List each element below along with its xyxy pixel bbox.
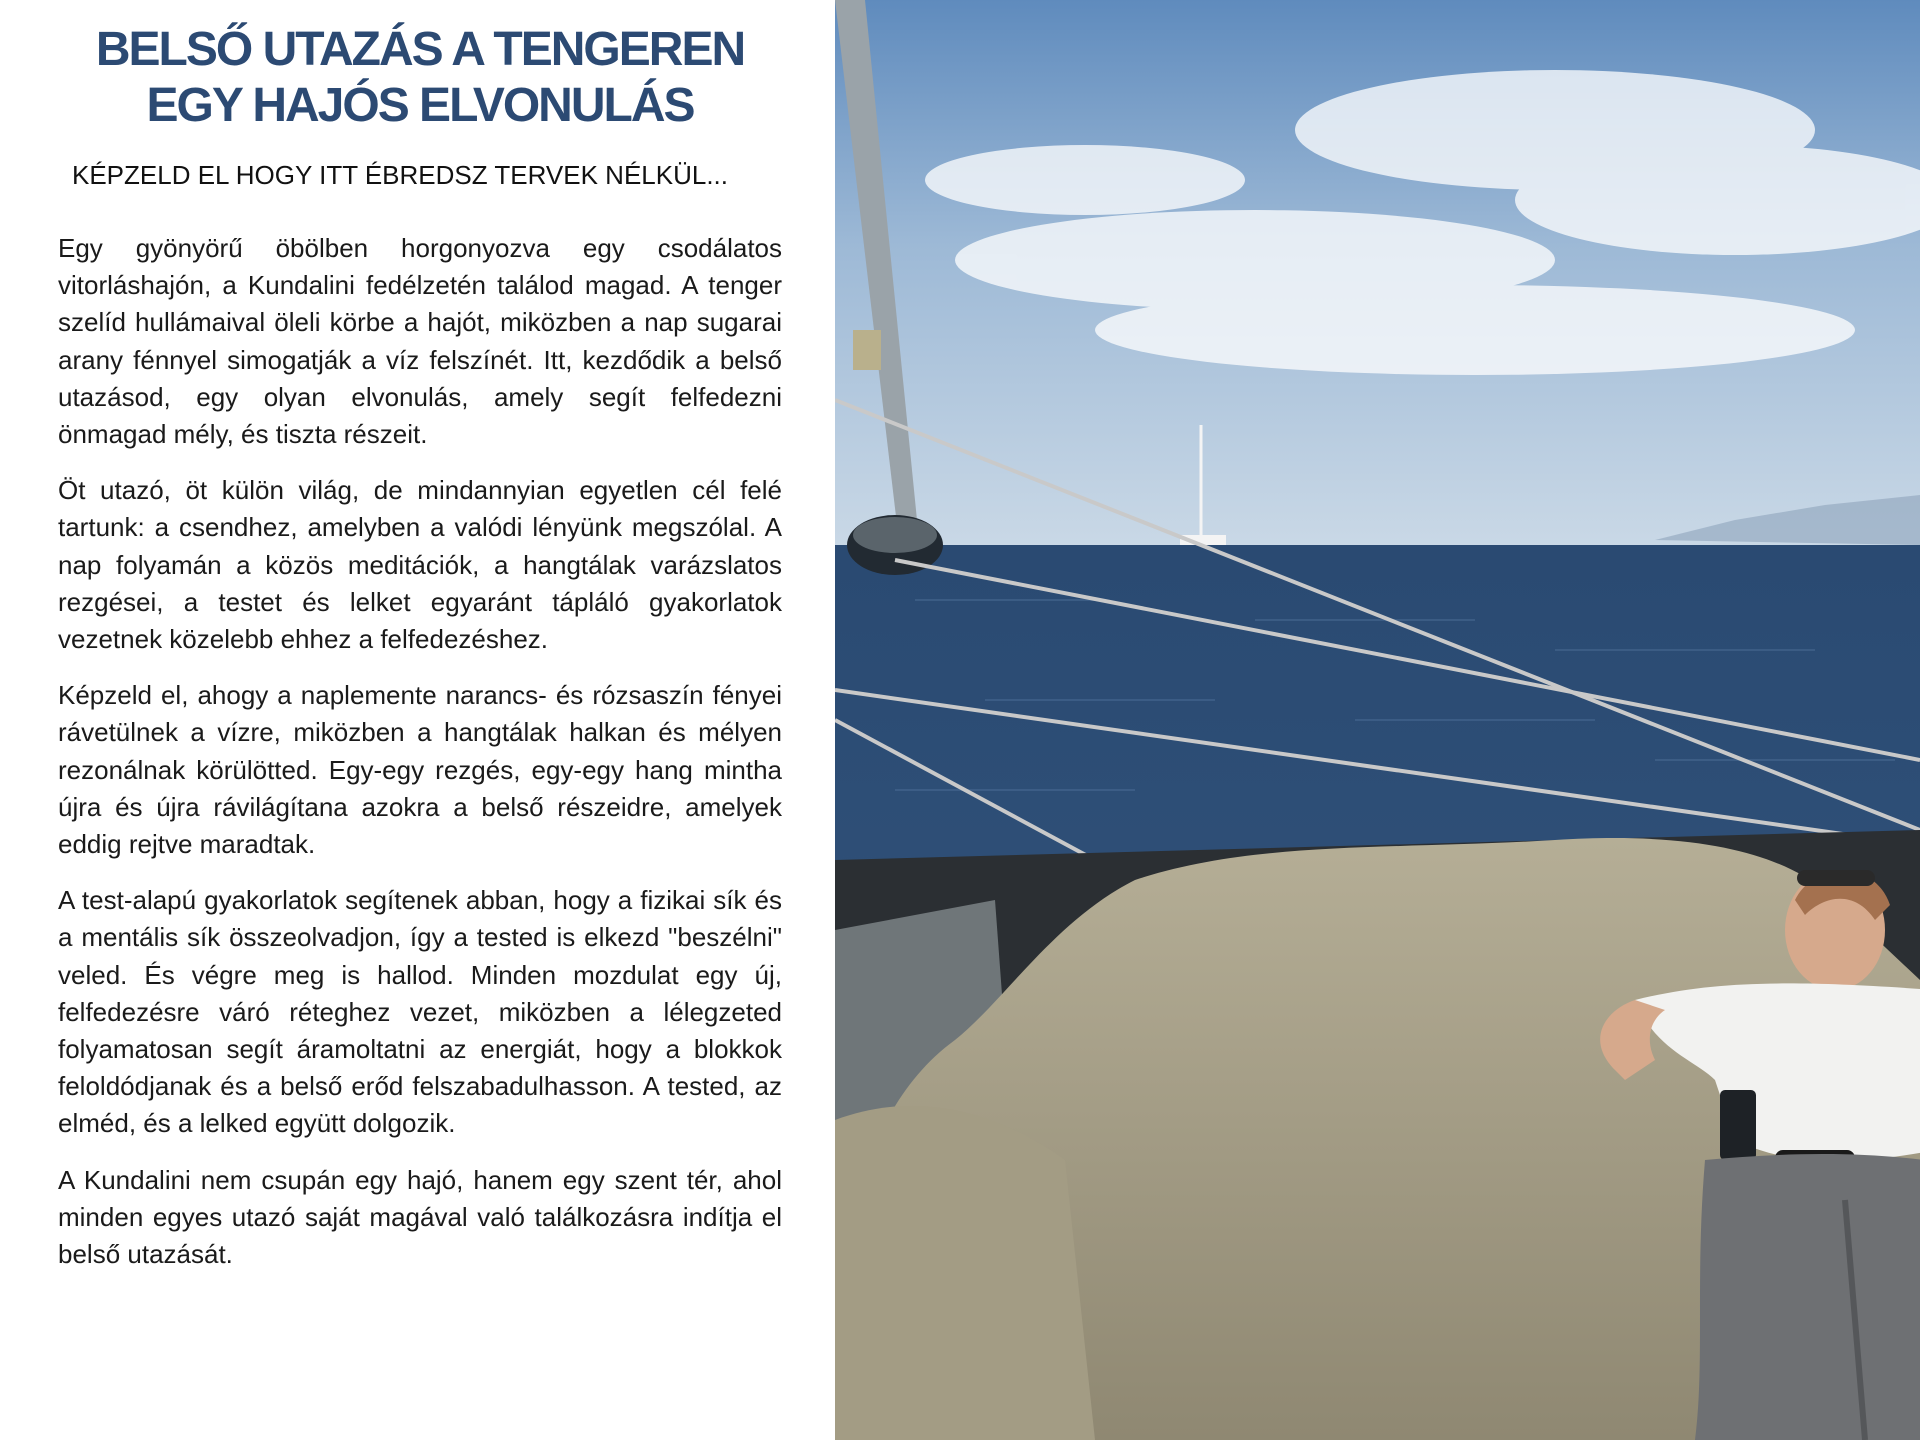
paragraph-2: Öt utazó, öt külön világ, de mindannyian egyetlen cél felé tartunk: a csendhez, amelyben a valódi lényünk megszólal. A nap folyamán a közös meditációk, a hangtálak varázslatos rezgései, a testet és lelket egyaránt tápláló gyakorlatok vezetnek közelebb ehhez a felfedezéshez. [58, 475, 782, 655]
beanbag-cushion-front [835, 1106, 1095, 1440]
photo-illustration [835, 0, 1920, 1440]
phone-icon [1720, 1090, 1756, 1160]
paragraph-3: Képzeld el, ahogy a naplemente narancs- és rózsaszín fényei rávetülnek a vízre, miközben a hangtálak halkan és mélyen rezonálnak körülötted. Egy-egy rezgés, egy-egy hang mintha újra és újra rávilágítana azokra a belső részeidre, amelyek eddig rejtve maradtak. [58, 680, 782, 860]
title-line-1: BELSŐ UTAZÁS A TENGEREN [95, 23, 745, 76]
paragraph-4: A test-alapú gyakorlatok segítenek abban, hogy a fizikai sík és a mentális sík összeolvadjon, így a tested is elkezd "beszélni" veled. És végre meg is hallod. Minden mozdulat egy új, felfedezésre váró réteghez vezet, miközben a lélegzeted folyamatosan segít áramoltatni az energiát, hogy a blokkok feloldódjanak és a belső erőd felszabadulhasson. A tested, az elméd, és a lelked együtt dolgozik. [58, 885, 782, 1139]
sailboat-photo [835, 0, 1920, 1440]
subtitle: KÉPZELD EL HOGY ITT ÉBREDSZ TERVEK NÉLKÜL... [72, 160, 728, 190]
sunglasses-icon [1797, 870, 1875, 886]
text-column [0, 0, 835, 1440]
paragraph-5: A Kundalini nem csupán egy hajó, hanem egy szent tér, ahol minden egyes utazó saját magával való találkozásra indítja el belső utazását. [58, 1164, 782, 1270]
page-title [40, 22, 800, 134]
paragraph-1: Egy gyönyörű öbölben horgonyozva egy csodálatos vitorláshajón, a Kundalini fedélzetén találod magad. A tenger szelíd hullámaival öleli körbe a hajót, miközben a nap sugarai arany fénnyel simogatják a víz felszínét. Itt, kezdődik a belső utazásod, egy olyan elvonulás, amely segít felfedezni önmagad mély, és tiszta részeit. [58, 233, 782, 450]
body-text [58, 230, 782, 1292]
title-line-2: EGY HAJÓS ELVONULÁS [146, 79, 694, 132]
